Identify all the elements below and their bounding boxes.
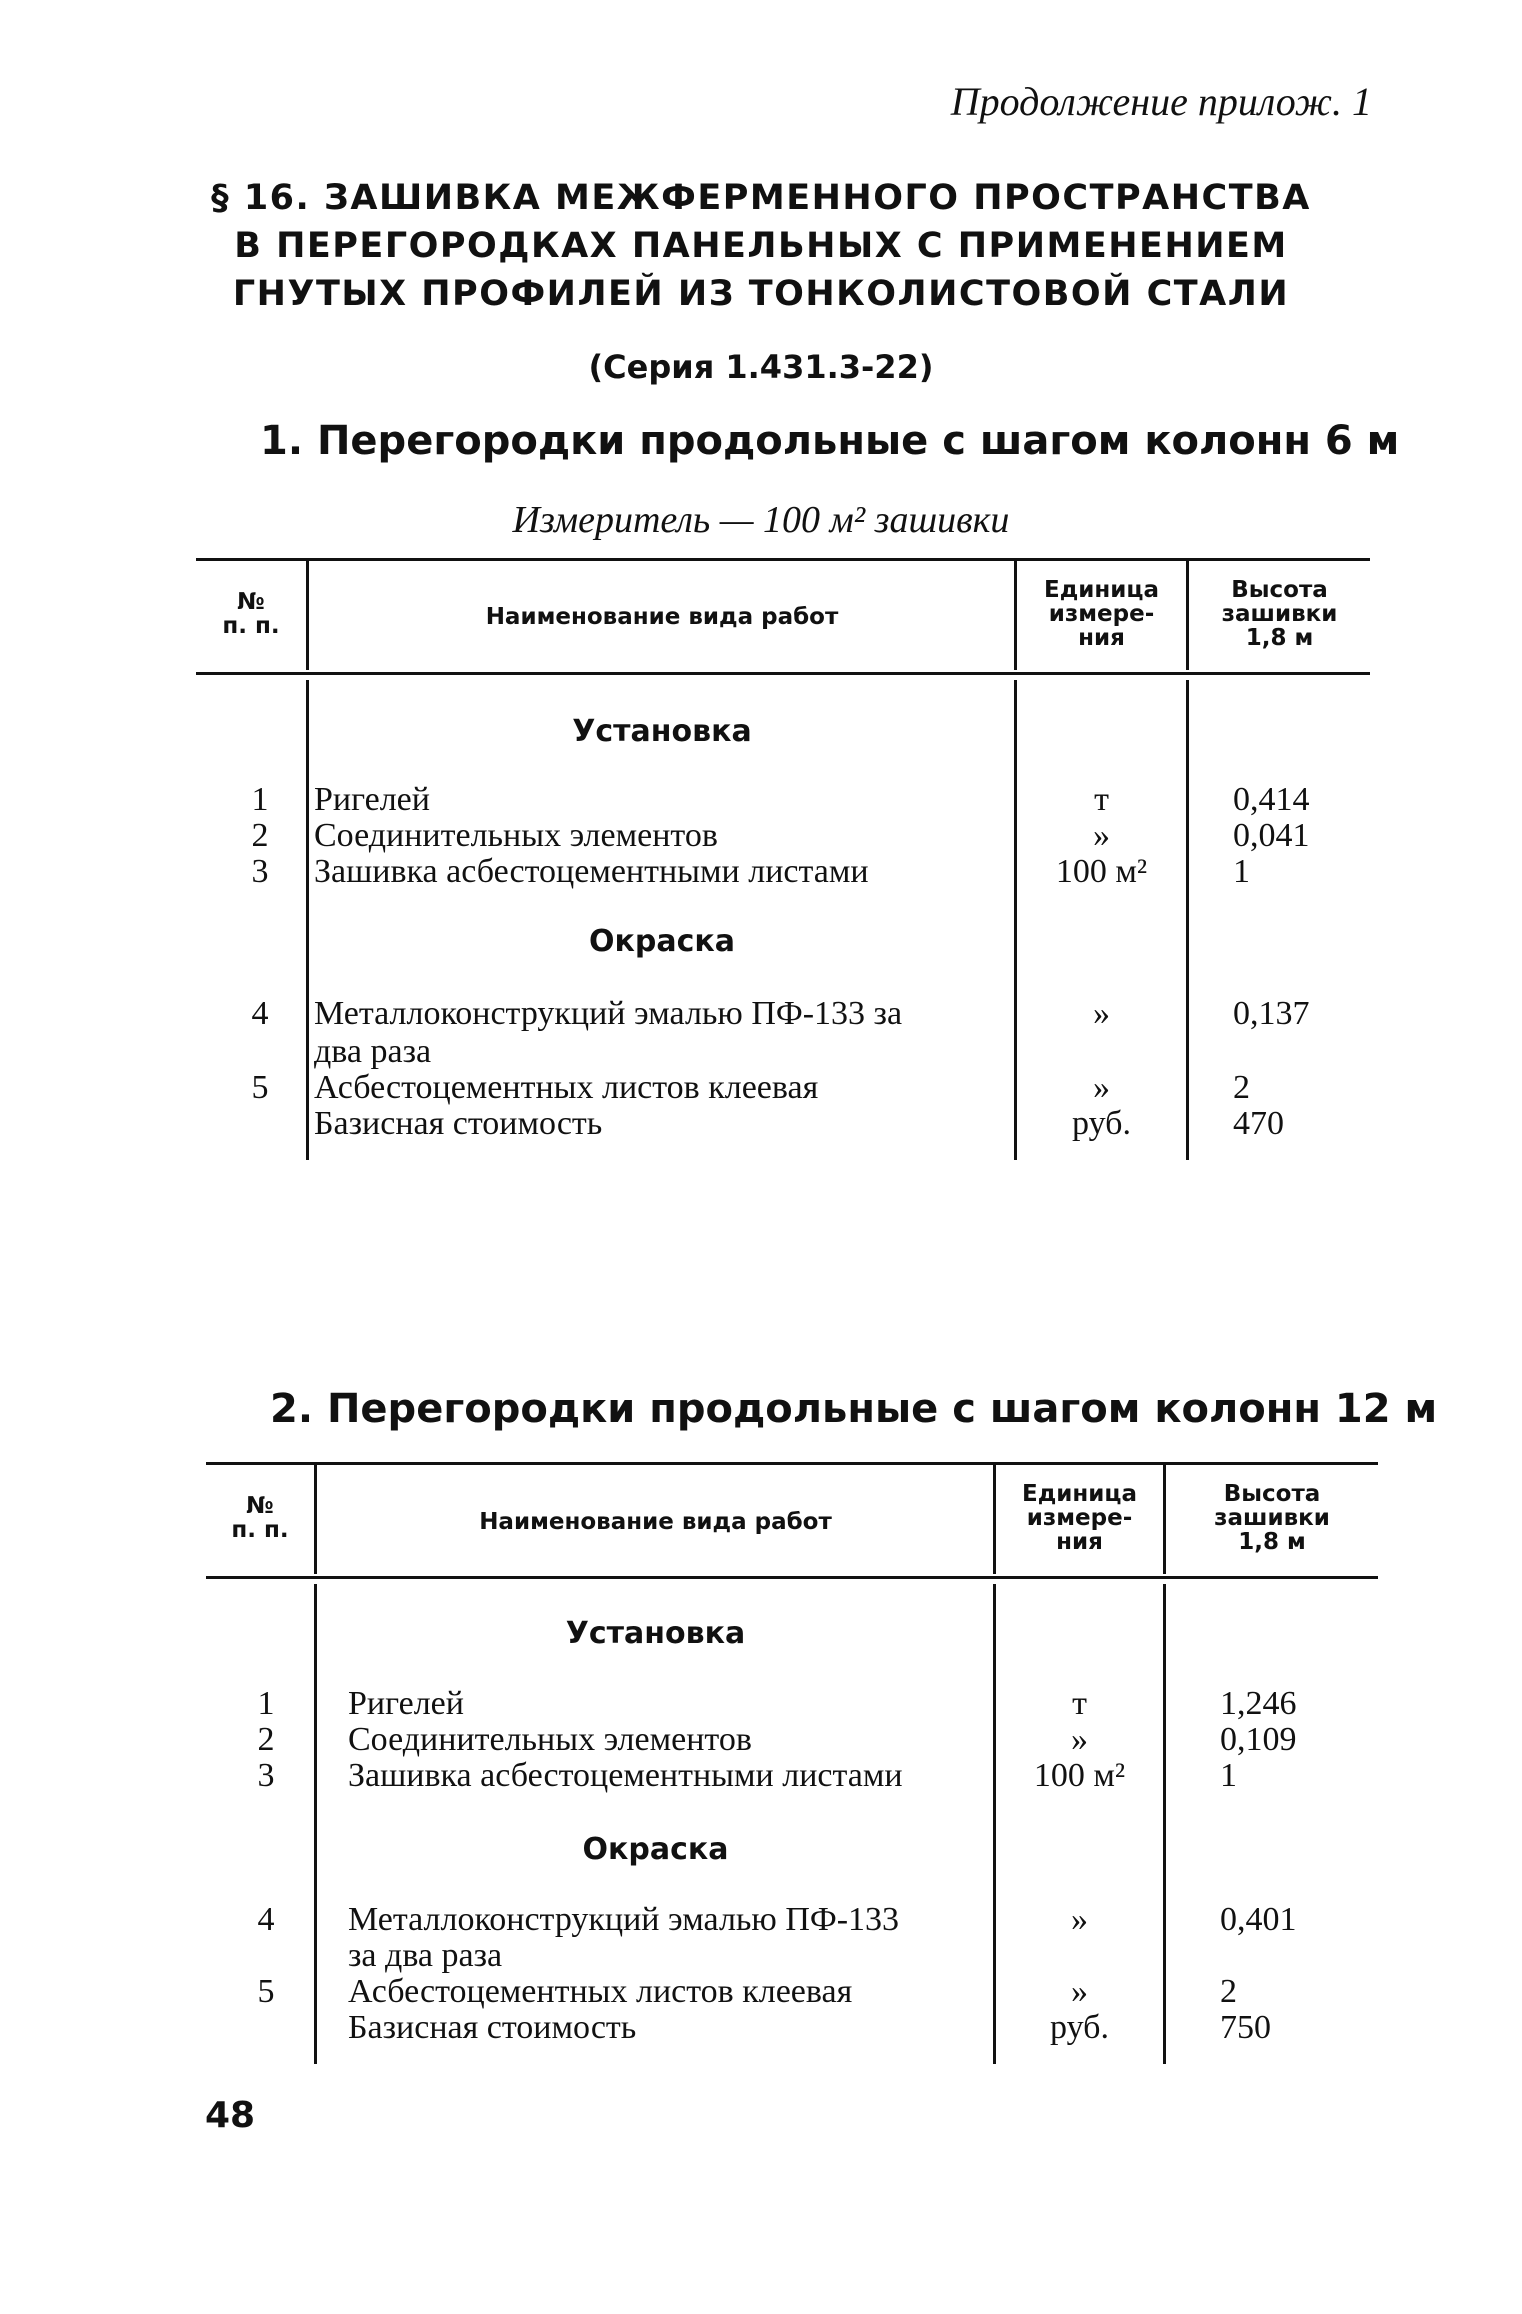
table1-vrule-1 (306, 560, 309, 670)
table2-section-paint: Окраска (582, 1832, 729, 1867)
table2-header-name: Наименование вида работ (479, 1509, 832, 1535)
table2-header-rule (206, 1576, 1378, 1579)
table2-vrule-1b (314, 1584, 317, 2064)
table1-section-install: Установка (572, 714, 752, 749)
table2-title: 2. Перегородки продольные с шагом колонн 12 м (270, 1386, 1438, 1432)
table2-header-unit: Единица измере- ния (1022, 1481, 1137, 1555)
table2-header-num: № п. п. (231, 1493, 289, 1543)
table1-title: 1. Перегородки продольные с шагом колонн 6 м (260, 418, 1400, 464)
table1-top-rule (196, 558, 1370, 561)
table1-vrule-1b (306, 680, 309, 1160)
table1-header-unit: Единица измере- ния (1044, 577, 1159, 651)
page-number: 48 (205, 2095, 256, 2136)
table1-header-rule (196, 672, 1370, 675)
table2-vrule-3b (1163, 1584, 1166, 2064)
table1-header-num: № п. п. (222, 589, 280, 639)
section-heading-line-3: ГНУТЫХ ПРОФИЛЕЙ ИЗ ТОНКОЛИСТОВОЙ СТАЛИ (232, 274, 1290, 314)
continuation-note: Продолжение прилож. 1 (950, 79, 1372, 124)
section-heading-line-1: § 16. ЗАШИВКА МЕЖФЕРМЕННОГО ПРОСТРАНСТВА (211, 178, 1311, 218)
table1-measure: Измеритель — 100 м² зашивки (512, 499, 1010, 541)
table1-vrule-3b (1186, 680, 1189, 1160)
table2-vrule-1 (314, 1464, 317, 1574)
table1-header-name: Наименование вида работ (485, 604, 839, 630)
table2-header-value: Высота зашивки 1,8 м (1214, 1481, 1330, 1555)
series-label: (Серия 1.431.3-22) (588, 348, 934, 386)
section-heading-line-2: В ПЕРЕГОРОДКАХ ПАНЕЛЬНЫХ С ПРИМЕНЕНИЕМ (234, 226, 1288, 266)
table1-section-paint: Окраска (589, 924, 735, 959)
table1-header-value: Высота зашивки 1,8 м (1221, 577, 1338, 651)
table2-top-rule (206, 1462, 1378, 1465)
table2-section-install: Установка (565, 1616, 746, 1651)
